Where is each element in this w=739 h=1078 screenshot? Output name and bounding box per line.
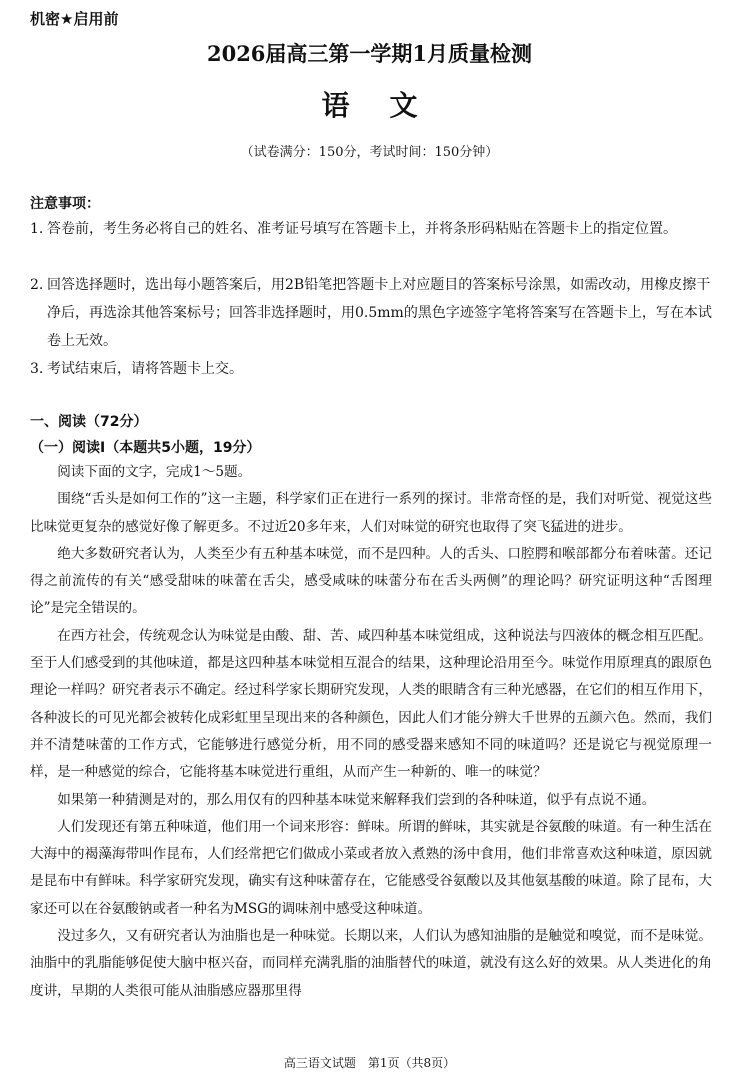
note-item [30, 215, 716, 243]
reading-subheading: （一）阅读Ⅰ（本题共5小题，19分） [30, 440, 261, 456]
note-number: 3. [30, 361, 44, 377]
reading-instruction: 阅读下面的文字，完成1～5题。 [57, 464, 252, 480]
page-footer: 高三语文试题 第1页（共8页） [283, 1056, 456, 1070]
passage-paragraph: 如果第一种猜测是对的，那么用仅有的四种基本味觉来解释我们尝到的各种味道，似乎有点说不通。 [57, 791, 656, 808]
note-number: 2. [30, 277, 44, 293]
note-text: 回答选择题时，选出每小题答案后，用2B铅笔把答题卡上对应题目的答案标号涂黑，如需改动，用橡皮擦干净后，再选涂其他答案标号；回答非选择题时，用0.5mm的黑色字迹签字笔将答案写在答题卡上，写在本试卷上无效。 [47, 277, 712, 349]
passage-paragraph: 绝大多数研究者认为，人类至少有五种基本味觉，而不是四种。人的舌头、口腔腭和喉部都分布着味蕾。还记得之前流传的有关“感受甜味的味蕾在舌尖，感受咸味的味蕾分布在舌头两侧”的理论吗？研究证明这种“舌图理论”是完全错误的。 [30, 545, 712, 617]
notes-heading: 注意事项： [30, 196, 100, 212]
exam-info: （试卷满分：150分，考试时间：150分钟） [240, 145, 499, 160]
passage-paragraph: 没过多久，又有研究者认为油脂也是一种味觉。长期以来，人们认为感知油脂的是触觉和嗅觉，而不是味觉。油脂中的乳脂能够促使大脑中枢兴奋，而同样充满乳脂的油脂替代的味道，就没有这么好的效果。从人类进化的角度讲，早期的人类很可能从油脂感应器那里得 [30, 928, 712, 999]
note-item [30, 355, 716, 383]
note-text: 考试结束后，请将答题卡上交。 [47, 361, 243, 377]
note-item [30, 271, 716, 355]
exam-title: 2026届高三第一学期1月质量检测 [206, 41, 533, 66]
confidential-label: 机密★启用前 [30, 10, 119, 28]
passage-paragraph: 围绕“舌头是如何工作的”这一主题，科学家们正在进行一系列的探讨。非常奇怪的是，我们对听觉、视觉这些比味觉更复杂的感觉好像了解更多。不过近20多年来，人们对味觉的研究也取得了突飞猛进的进步。 [30, 491, 712, 535]
note-number: 1. [30, 221, 44, 237]
reading-passage [30, 459, 712, 1005]
passage-paragraph: 人们发现还有第五种味道，他们用一个词来形容：鲜味。所谓的鲜味，其实就是谷氨酸的味道。有一种生活在大海中的褐藻海带叫作昆布，人们经常把它们做成小菜或者放入煮熟的汤中食用，他们非常喜欢这种味道，原因就是昆布中有鲜味。科学家研究发现，确实有这种味蕾存在，它能感受谷氨酸以及其他氨基酸的味道。除了昆布，大家还可以在谷氨酸钠或者一种名为MSG的调味剂中感受这种味道。 [30, 818, 712, 917]
section-heading: 一、阅读（72分） [30, 414, 148, 430]
passage-paragraph: 在西方社会，传统观念认为味觉是由酸、甜、苦、咸四种基本味觉组成，这种说法与四液体的概念相互匹配。至于人们感受到的其他味道，都是这四种基本味觉相互混合的结果，这种理论沿用至今。味觉作用原理真的跟原色理论一样吗？研究者表示不确定。经过科学家长期研究发现，人类的眼睛含有三种光感器，在它们的相互作用下，各种波长的可见光都会被转化成彩虹里呈现出来的各种颜色，因此人们才能分辨大千世界的五颜六色。然而，我们并不清楚味蕾的工作方式，它能够进行感觉分析，用不同的感受器来感知不同的味道吗？还是说它与视觉原理一样，是一种感觉的综合，它能将基本味觉进行重组，从而产生一种新的、唯一的味觉？ [30, 627, 712, 781]
note-text: 答卷前，考生务必将自己的姓名、准考证号填写在答题卡上，并将条形码粘贴在答题卡上的指定位置。 [47, 221, 677, 237]
subject-title: 语文 [321, 89, 458, 122]
